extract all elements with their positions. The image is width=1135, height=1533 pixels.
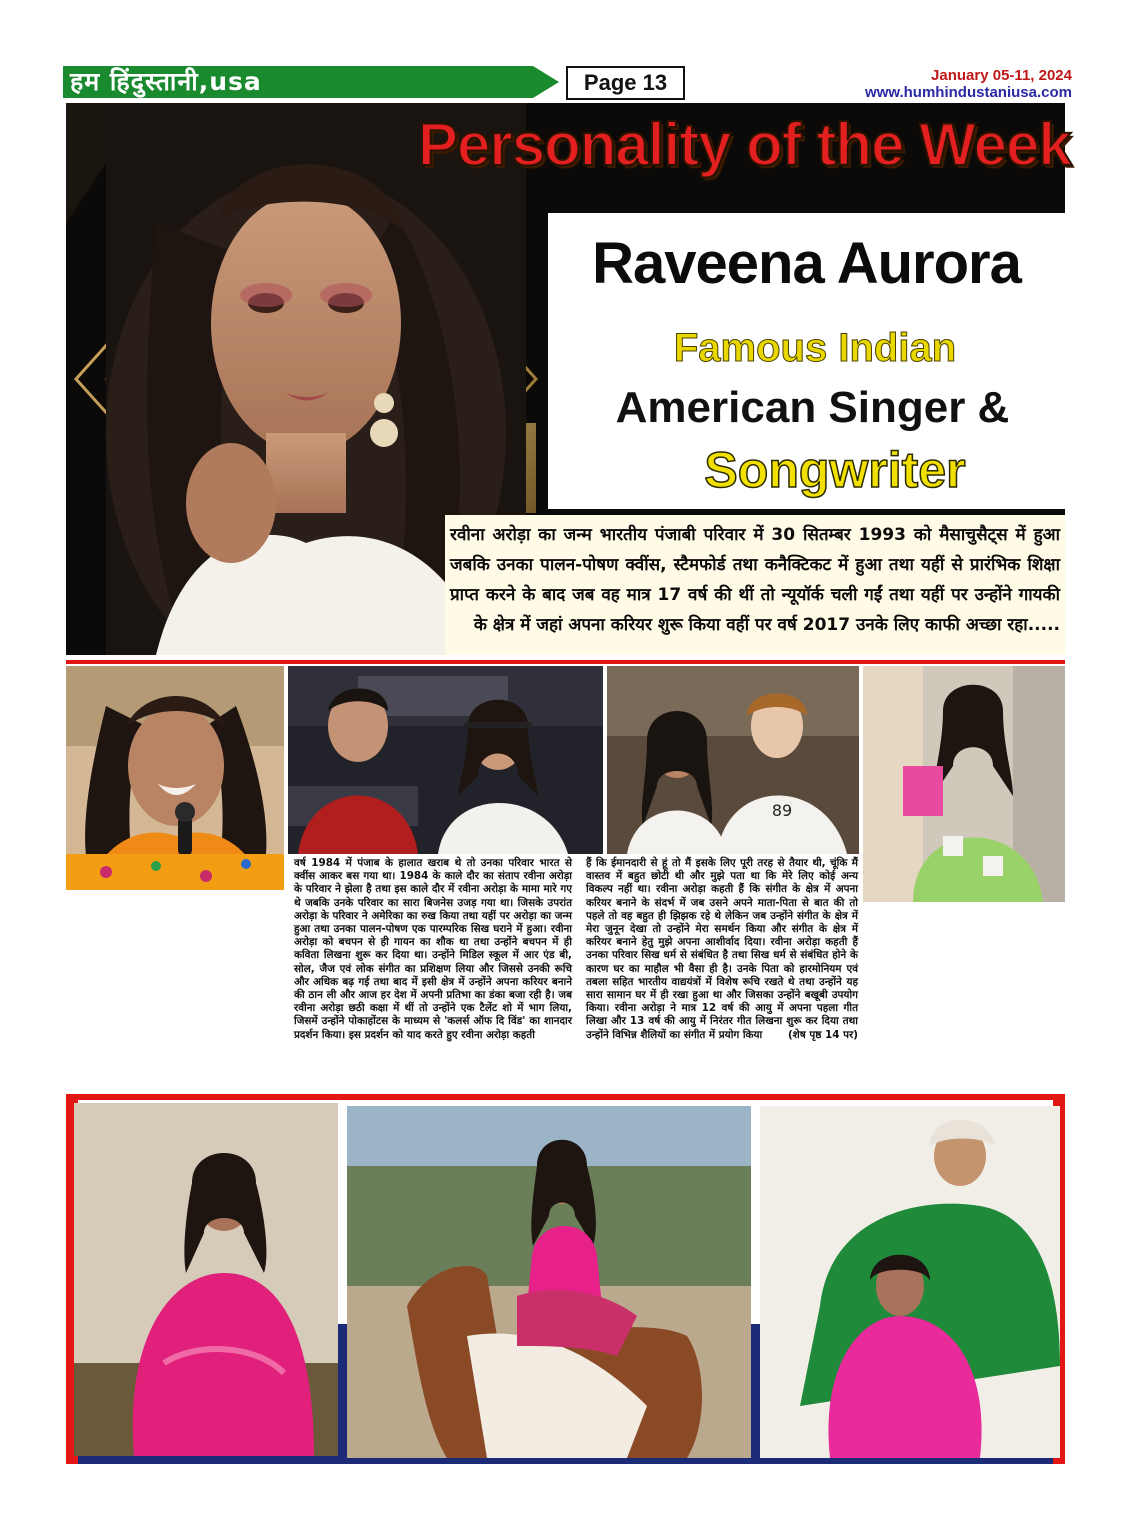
- issue-date: January 05-11, 2024: [931, 67, 1072, 84]
- pink-dress-photo: [74, 1103, 338, 1456]
- paper-name: हम हिंदुस्तानी,usa: [70, 67, 262, 96]
- subtitle-line-1: Famous Indian: [673, 326, 957, 370]
- personality-name: Raveena Aurora: [592, 231, 1021, 296]
- stage-photo-lower: [66, 854, 284, 890]
- article-column-2: [586, 857, 858, 1042]
- section-title: Personality of the Week: [418, 111, 1071, 178]
- page-number: Page 13: [566, 66, 685, 100]
- website-link[interactable]: www.humhindustaniusa.com: [865, 84, 1072, 101]
- horse-riding-photo: [347, 1106, 751, 1458]
- intro-paragraph: रवीना अरोड़ा का जन्म भारतीय पंजाबी परिवार में 30 सितम्बर 1993 को मैसाचुसैट्स में हुआ जबकि उनका पालन-पोषण क्वींस, स्टैमफोर्ड तथा कनैक्टिकट में हुआ तथा यहीं से प्रारंभिक शिक्षा प्राप्त करने के बाद जब वह मात्र 17 वर्ष की थीं तो न्यूयॉर्क चली गईं तथा यहीं पर उन्होंने गायकी के क्षेत्र में जहां अपना करियर शुरू किया वहीं पर वर्ष 2017 उनके लिए काफी अच्छा रहा.....: [450, 525, 1060, 635]
- continued-note: (शेष पृष्ठ 14 पर): [787, 1028, 858, 1041]
- article-column-1: वर्ष 1984 में पंजाब के हालात खराब थे तो उनका परिवार भारत से क्वींस आकर बस गया था। 1984 के काले दौर का संताप रवीना अरोड़ा के परिवार ने झेला है तथा इस काले दौर में रवीना अरोड़ा के मामा मारे गए थे जबकि उनके परिवार का सारा बिजनेस उजड़ गया था। जिसके उपरांत अरोड़ा के परिवार ने अमेरिका का रुख किया तथा यहीं पर अरोड़ा का जन्म हुआ तथा उनका पालन-पोषण एक पारम्परिक सिख घराने में हुआ। रवीना अरोड़ा को बचपन से ही गायन का शौक था तथा उन्होंने बचपन में ही कविता लिखना शुरू कर दिया था। उन्होंने मिडिल स्कूल में आर एंड बी, सोल, जैज एवं लोक संगीत का प्रशिक्षण लिया और जिससे उनकी रूचि और अधिक बढ़ गई तथा बाद में इसी क्षेत्र में उन्होंने अपना करियर बनाने की ठान ली और आज हर देश में अपनी प्रतिभा का डंका बजा रही है। जब रवीना अरोड़ा छठी कक्षा में थीं तो उन्होंने एक टैलेंट शो में भाग लिया, जिसमें उन्होंने पोकाहोंटस के माध्यम से 'कलर्स ऑफ दि विंड' का शानदार प्रदर्शन किया। इस प्रदर्शन को याद करते हुए रवीना अरोड़ा कहती: [294, 857, 572, 1041]
- article-column-2-text: हैं कि ईमानदारी से हूं तो मैं इसके लिए पूरी तरह से तैयार थी, चूंकि मैं वास्तव में बहुत छोटी थी और मुझे पता था कि मेरे लिए कोई अन्य विकल्प नहीं था। रवीना अरोड़ा कहती हैं कि संगीत के क्षेत्र में अपना करियर बनाने के संदर्भ में जब उसने अपने माता-पिता से बात की तो पहले तो वह बहुत ही झिझक रहे थे लेकिन जब उन्होंने संगीत के क्षेत्र में मेरा जुनून देखा तो उन्होंने मेरा समर्थन किया और संगीत के क्षेत्र में करियर बनाने हेतु मुझे अपना आशीर्वाद दिया। रवीना अरोड़ा कहती हैं उनका परिवार सिख धर्म से संबंधित है तथा सिख धर्म से संबंधित होने के कारण घर का माहौल भी वैसा ही है। उनके पिता को हारमोनियम एवं तबला सहित भारतीय वाद्ययंत्रों में विशेष रूचि रखते थे तथा उन्होंने यह सारा सामान घर में ही रखा हुआ था और जिसका उन्होंने बखूबी उपयोग किया। रवीना अरोड़ा ने मात्र 12 वर्ष की आयु में अपना पहला गीत लिखा और 13 वर्ष की आयु में निरंतर गीत लिखना शुरू कर दिया तथा उन्होंने विभिन्न शैलियों का संगीत में प्रयोग किया: [586, 857, 858, 1041]
- subtitle-line-2: American Singer &: [615, 383, 1010, 432]
- studio-photo: [288, 666, 603, 854]
- green-gown-photo: [760, 1106, 1060, 1458]
- subtitle-line-3: Songwriter: [704, 442, 966, 498]
- store-photo: [863, 666, 1065, 902]
- svg-text:89: 89: [771, 801, 793, 820]
- section-divider: [66, 660, 1065, 664]
- friend-photo: [607, 666, 859, 854]
- masthead-arrow: [533, 66, 559, 98]
